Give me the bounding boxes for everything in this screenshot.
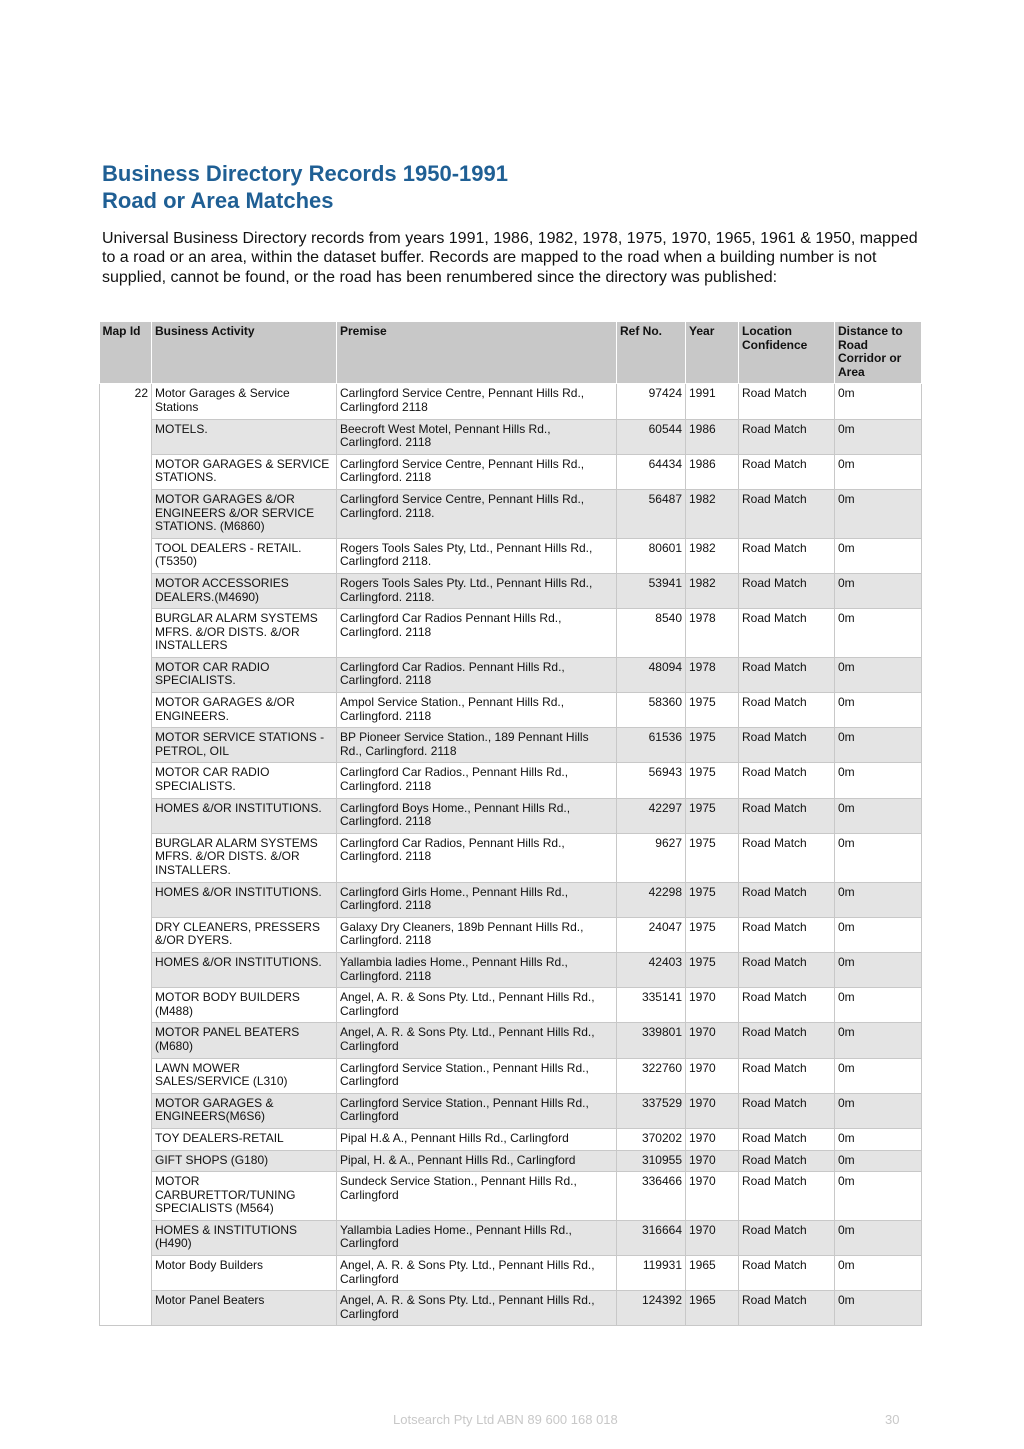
cell-map-id: 22	[100, 384, 152, 1326]
cell-business-activity: MOTOR ACCESSORIES DEALERS.(M4690)	[152, 573, 337, 608]
cell-ref-no: 61536	[617, 728, 686, 763]
cell-year: 1982	[686, 538, 739, 573]
cell-year: 1975	[686, 728, 739, 763]
cell-distance: 0m	[835, 1291, 922, 1326]
cell-business-activity: TOOL DEALERS - RETAIL. (T5350)	[152, 538, 337, 573]
cell-distance: 0m	[835, 1172, 922, 1221]
cell-location-confidence: Road Match	[739, 917, 835, 952]
cell-location-confidence: Road Match	[739, 1150, 835, 1172]
cell-premise: Carlingford Service Centre, Pennant Hills Rd., Carlingford. 2118	[337, 454, 617, 489]
cell-year: 1986	[686, 419, 739, 454]
cell-distance: 0m	[835, 609, 922, 658]
cell-premise: Carlingford Service Centre, Pennant Hills Rd., Carlingford 2118	[337, 384, 617, 419]
cell-ref-no: 322760	[617, 1058, 686, 1093]
cell-location-confidence: Road Match	[739, 1023, 835, 1058]
cell-year: 1975	[686, 693, 739, 728]
cell-premise: Rogers Tools Sales Pty, Ltd., Pennant Hills Rd., Carlingford 2118.	[337, 538, 617, 573]
cell-location-confidence: Road Match	[739, 1128, 835, 1150]
cell-year: 1970	[686, 988, 739, 1023]
cell-distance: 0m	[835, 1058, 922, 1093]
cell-premise: BP Pioneer Service Station., 189 Pennant Hills Rd., Carlingford. 2118	[337, 728, 617, 763]
cell-ref-no: 24047	[617, 917, 686, 952]
cell-location-confidence: Road Match	[739, 1291, 835, 1326]
cell-business-activity: MOTELS.	[152, 419, 337, 454]
cell-year: 1982	[686, 573, 739, 608]
table-row	[100, 384, 922, 419]
cell-year: 1965	[686, 1291, 739, 1326]
cell-business-activity: MOTOR GARAGES & ENGINEERS(M6S6)	[152, 1093, 337, 1128]
header-location-confidence: Location Confidence	[739, 322, 835, 384]
table-row	[100, 1220, 922, 1255]
cell-distance: 0m	[835, 917, 922, 952]
cell-premise: Angel, A. R. & Sons Pty. Ltd., Pennant Hills Rd., Carlingford	[337, 988, 617, 1023]
cell-distance: 0m	[835, 419, 922, 454]
cell-location-confidence: Road Match	[739, 1172, 835, 1221]
cell-distance: 0m	[835, 489, 922, 538]
cell-business-activity: LAWN MOWER SALES/SERVICE (L310)	[152, 1058, 337, 1093]
cell-distance: 0m	[835, 573, 922, 608]
cell-business-activity: DRY CLEANERS, PRESSERS &/OR DYERS.	[152, 917, 337, 952]
cell-year: 1975	[686, 798, 739, 833]
cell-year: 1978	[686, 657, 739, 692]
cell-business-activity: MOTOR BODY BUILDERS (M488)	[152, 988, 337, 1023]
page-number: 30	[885, 1412, 900, 1427]
cell-business-activity: BURGLAR ALARM SYSTEMS MFRS. &/OR DISTS. &/OR INSTALLERS.	[152, 833, 337, 882]
cell-distance: 0m	[835, 1150, 922, 1172]
cell-year: 1975	[686, 763, 739, 798]
cell-distance: 0m	[835, 657, 922, 692]
cell-ref-no: 80601	[617, 538, 686, 573]
cell-ref-no: 335141	[617, 988, 686, 1023]
cell-year: 1991	[686, 384, 739, 419]
table-row	[100, 609, 922, 658]
cell-distance: 0m	[835, 693, 922, 728]
cell-premise: Yallambia ladies Home., Pennant Hills Rd., Carlingford. 2118	[337, 952, 617, 987]
table-row	[100, 798, 922, 833]
cell-premise: Carlingford Car Radios. Pennant Hills Rd., Carlingford. 2118	[337, 657, 617, 692]
table-row	[100, 952, 922, 987]
cell-year: 1970	[686, 1023, 739, 1058]
cell-ref-no: 42403	[617, 952, 686, 987]
cell-ref-no: 119931	[617, 1256, 686, 1291]
cell-distance: 0m	[835, 538, 922, 573]
table-row	[100, 419, 922, 454]
header-map-id: Map Id	[100, 322, 152, 384]
cell-distance: 0m	[835, 1256, 922, 1291]
cell-year: 1975	[686, 882, 739, 917]
records-table	[99, 322, 922, 1326]
cell-year: 1970	[686, 1128, 739, 1150]
cell-distance: 0m	[835, 882, 922, 917]
cell-distance: 0m	[835, 454, 922, 489]
cell-year: 1970	[686, 1220, 739, 1255]
intro-paragraph: Universal Business Directory records from years 1991, 1986, 1982, 1978, 1975, 1970, 1965, 1961 & 1950, mapped to a road or an area, within the dataset buffer. Records are mapped to the road when a building number is not supplied, cannot be found, or the road has been renumbered since the directory was published:	[102, 230, 918, 286]
cell-premise: Angel, A. R. & Sons Pty. Ltd., Pennant Hills Rd., Carlingford	[337, 1023, 617, 1058]
cell-location-confidence: Road Match	[739, 454, 835, 489]
cell-distance: 0m	[835, 1023, 922, 1058]
cell-ref-no: 56487	[617, 489, 686, 538]
cell-ref-no: 56943	[617, 763, 686, 798]
cell-business-activity: MOTOR CARBURETTOR/TUNING SPECIALISTS (M564)	[152, 1172, 337, 1221]
cell-premise: Carlingford Service Centre, Pennant Hills Rd., Carlingford. 2118.	[337, 489, 617, 538]
cell-premise: Carlingford Boys Home., Pennant Hills Rd., Carlingford. 2118	[337, 798, 617, 833]
cell-ref-no: 64434	[617, 454, 686, 489]
cell-year: 1965	[686, 1256, 739, 1291]
header-year: Year	[686, 322, 739, 384]
table-row	[100, 489, 922, 538]
cell-ref-no: 8540	[617, 609, 686, 658]
cell-ref-no: 42298	[617, 882, 686, 917]
cell-location-confidence: Road Match	[739, 1220, 835, 1255]
cell-ref-no: 310955	[617, 1150, 686, 1172]
cell-distance: 0m	[835, 1128, 922, 1150]
cell-business-activity: TOY DEALERS-RETAIL	[152, 1128, 337, 1150]
cell-premise: Carlingford Car Radios, Pennant Hills Rd., Carlingford. 2118	[337, 833, 617, 882]
cell-ref-no: 336466	[617, 1172, 686, 1221]
cell-ref-no: 58360	[617, 693, 686, 728]
cell-location-confidence: Road Match	[739, 1256, 835, 1291]
cell-location-confidence: Road Match	[739, 384, 835, 419]
cell-distance: 0m	[835, 763, 922, 798]
header-premise: Premise	[337, 322, 617, 384]
table-row	[100, 538, 922, 573]
footer-company: Lotsearch Pty Ltd ABN 89 600 168 018	[393, 1412, 618, 1427]
cell-premise: Pipal H.& A., Pennant Hills Rd., Carlingford	[337, 1128, 617, 1150]
cell-premise: Pipal, H. & A., Pennant Hills Rd., Carlingford	[337, 1150, 617, 1172]
cell-year: 1975	[686, 833, 739, 882]
header-ref-no: Ref No.	[617, 322, 686, 384]
cell-business-activity: HOMES &/OR INSTITUTIONS.	[152, 882, 337, 917]
table-row	[100, 728, 922, 763]
header-business-activity: Business Activity	[152, 322, 337, 384]
cell-ref-no: 48094	[617, 657, 686, 692]
cell-business-activity: BURGLAR ALARM SYSTEMS MFRS. &/OR DISTS. &/OR INSTALLERS	[152, 609, 337, 658]
cell-premise: Beecroft West Motel, Pennant Hills Rd., Carlingford. 2118	[337, 419, 617, 454]
cell-ref-no: 339801	[617, 1023, 686, 1058]
table-row	[100, 1172, 922, 1221]
cell-distance: 0m	[835, 728, 922, 763]
cell-premise: Yallambia Ladies Home., Pennant Hills Rd., Carlingford	[337, 1220, 617, 1255]
table-row	[100, 1128, 922, 1150]
table-row	[100, 833, 922, 882]
cell-business-activity: MOTOR PANEL BEATERS (M680)	[152, 1023, 337, 1058]
cell-year: 1978	[686, 609, 739, 658]
cell-business-activity: GIFT SHOPS (G180)	[152, 1150, 337, 1172]
cell-business-activity: HOMES &/OR INSTITUTIONS.	[152, 798, 337, 833]
cell-year: 1970	[686, 1058, 739, 1093]
table-row	[100, 882, 922, 917]
cell-business-activity: MOTOR CAR RADIO SPECIALISTS.	[152, 763, 337, 798]
cell-location-confidence: Road Match	[739, 833, 835, 882]
cell-location-confidence: Road Match	[739, 798, 835, 833]
cell-distance: 0m	[835, 384, 922, 419]
cell-premise: Angel, A. R. & Sons Pty. Ltd., Pennant Hills Rd., Carlingford	[337, 1291, 617, 1326]
cell-location-confidence: Road Match	[739, 538, 835, 573]
cell-year: 1975	[686, 952, 739, 987]
cell-ref-no: 316664	[617, 1220, 686, 1255]
cell-ref-no: 370202	[617, 1128, 686, 1150]
cell-year: 1975	[686, 917, 739, 952]
cell-year: 1970	[686, 1150, 739, 1172]
cell-premise: Ampol Service Station., Pennant Hills Rd., Carlingford. 2118	[337, 693, 617, 728]
cell-business-activity: MOTOR GARAGES & SERVICE STATIONS.	[152, 454, 337, 489]
cell-premise: Galaxy Dry Cleaners, 189b Pennant Hills Rd., Carlingford. 2118	[337, 917, 617, 952]
cell-distance: 0m	[835, 988, 922, 1023]
cell-distance: 0m	[835, 833, 922, 882]
cell-business-activity: Motor Body Builders	[152, 1256, 337, 1291]
cell-premise: Rogers Tools Sales Pty. Ltd., Pennant Hills Rd., Carlingford. 2118.	[337, 573, 617, 608]
cell-ref-no: 337529	[617, 1093, 686, 1128]
cell-location-confidence: Road Match	[739, 1093, 835, 1128]
cell-ref-no: 9627	[617, 833, 686, 882]
cell-distance: 0m	[835, 798, 922, 833]
table-row	[100, 1093, 922, 1128]
cell-premise: Angel, A. R. & Sons Pty. Ltd., Pennant Hills Rd., Carlingford	[337, 1256, 617, 1291]
cell-business-activity: Motor Panel Beaters	[152, 1291, 337, 1326]
cell-location-confidence: Road Match	[739, 882, 835, 917]
cell-business-activity: MOTOR GARAGES &/OR ENGINEERS.	[152, 693, 337, 728]
cell-year: 1982	[686, 489, 739, 538]
table-row	[100, 1256, 922, 1291]
table-row	[100, 763, 922, 798]
cell-year: 1986	[686, 454, 739, 489]
cell-business-activity: MOTOR SERVICE STATIONS - PETROL, OIL	[152, 728, 337, 763]
table-row	[100, 1058, 922, 1093]
table-row	[100, 1150, 922, 1172]
header-distance: Distance to Road Corridor or Area	[835, 322, 922, 384]
cell-location-confidence: Road Match	[739, 728, 835, 763]
title-line-2: Road or Area Matches	[102, 188, 334, 213]
cell-premise: Carlingford Car Radios Pennant Hills Rd., Carlingford. 2118	[337, 609, 617, 658]
table-row	[100, 454, 922, 489]
cell-location-confidence: Road Match	[739, 609, 835, 658]
cell-ref-no: 97424	[617, 384, 686, 419]
cell-location-confidence: Road Match	[739, 489, 835, 538]
table-row	[100, 917, 922, 952]
cell-location-confidence: Road Match	[739, 693, 835, 728]
table-row	[100, 1291, 922, 1326]
cell-location-confidence: Road Match	[739, 657, 835, 692]
cell-ref-no: 60544	[617, 419, 686, 454]
cell-business-activity: Motor Garages & Service Stations	[152, 384, 337, 419]
cell-year: 1970	[686, 1172, 739, 1221]
cell-ref-no: 124392	[617, 1291, 686, 1326]
table-row	[100, 693, 922, 728]
cell-distance: 0m	[835, 1093, 922, 1128]
cell-business-activity: HOMES &/OR INSTITUTIONS.	[152, 952, 337, 987]
table-row	[100, 1023, 922, 1058]
cell-location-confidence: Road Match	[739, 573, 835, 608]
cell-business-activity: MOTOR GARAGES &/OR ENGINEERS &/OR SERVICE STATIONS. (M6860)	[152, 489, 337, 538]
cell-ref-no: 53941	[617, 573, 686, 608]
page-title	[102, 160, 508, 214]
cell-premise: Carlingford Service Station., Pennant Hills Rd., Carlingford	[337, 1058, 617, 1093]
cell-year: 1970	[686, 1093, 739, 1128]
cell-distance: 0m	[835, 952, 922, 987]
table-body	[100, 384, 922, 1326]
cell-premise: Carlingford Service Station., Pennant Hills Rd., Carlingford	[337, 1093, 617, 1128]
cell-location-confidence: Road Match	[739, 419, 835, 454]
title-line-1: Business Directory Records 1950-1991	[102, 161, 508, 186]
cell-location-confidence: Road Match	[739, 952, 835, 987]
cell-ref-no: 42297	[617, 798, 686, 833]
cell-location-confidence: Road Match	[739, 763, 835, 798]
cell-premise: Carlingford Car Radios., Pennant Hills Rd., Carlingford. 2118	[337, 763, 617, 798]
cell-premise: Sundeck Service Station., Pennant Hills Rd., Carlingford	[337, 1172, 617, 1221]
table-header-row	[100, 322, 922, 384]
cell-premise: Carlingford Girls Home., Pennant Hills Rd., Carlingford. 2118	[337, 882, 617, 917]
cell-location-confidence: Road Match	[739, 988, 835, 1023]
table-row	[100, 988, 922, 1023]
cell-business-activity: MOTOR CAR RADIO SPECIALISTS.	[152, 657, 337, 692]
cell-distance: 0m	[835, 1220, 922, 1255]
cell-location-confidence: Road Match	[739, 1058, 835, 1093]
cell-business-activity: HOMES & INSTITUTIONS (H490)	[152, 1220, 337, 1255]
table-row	[100, 573, 922, 608]
table-row	[100, 657, 922, 692]
